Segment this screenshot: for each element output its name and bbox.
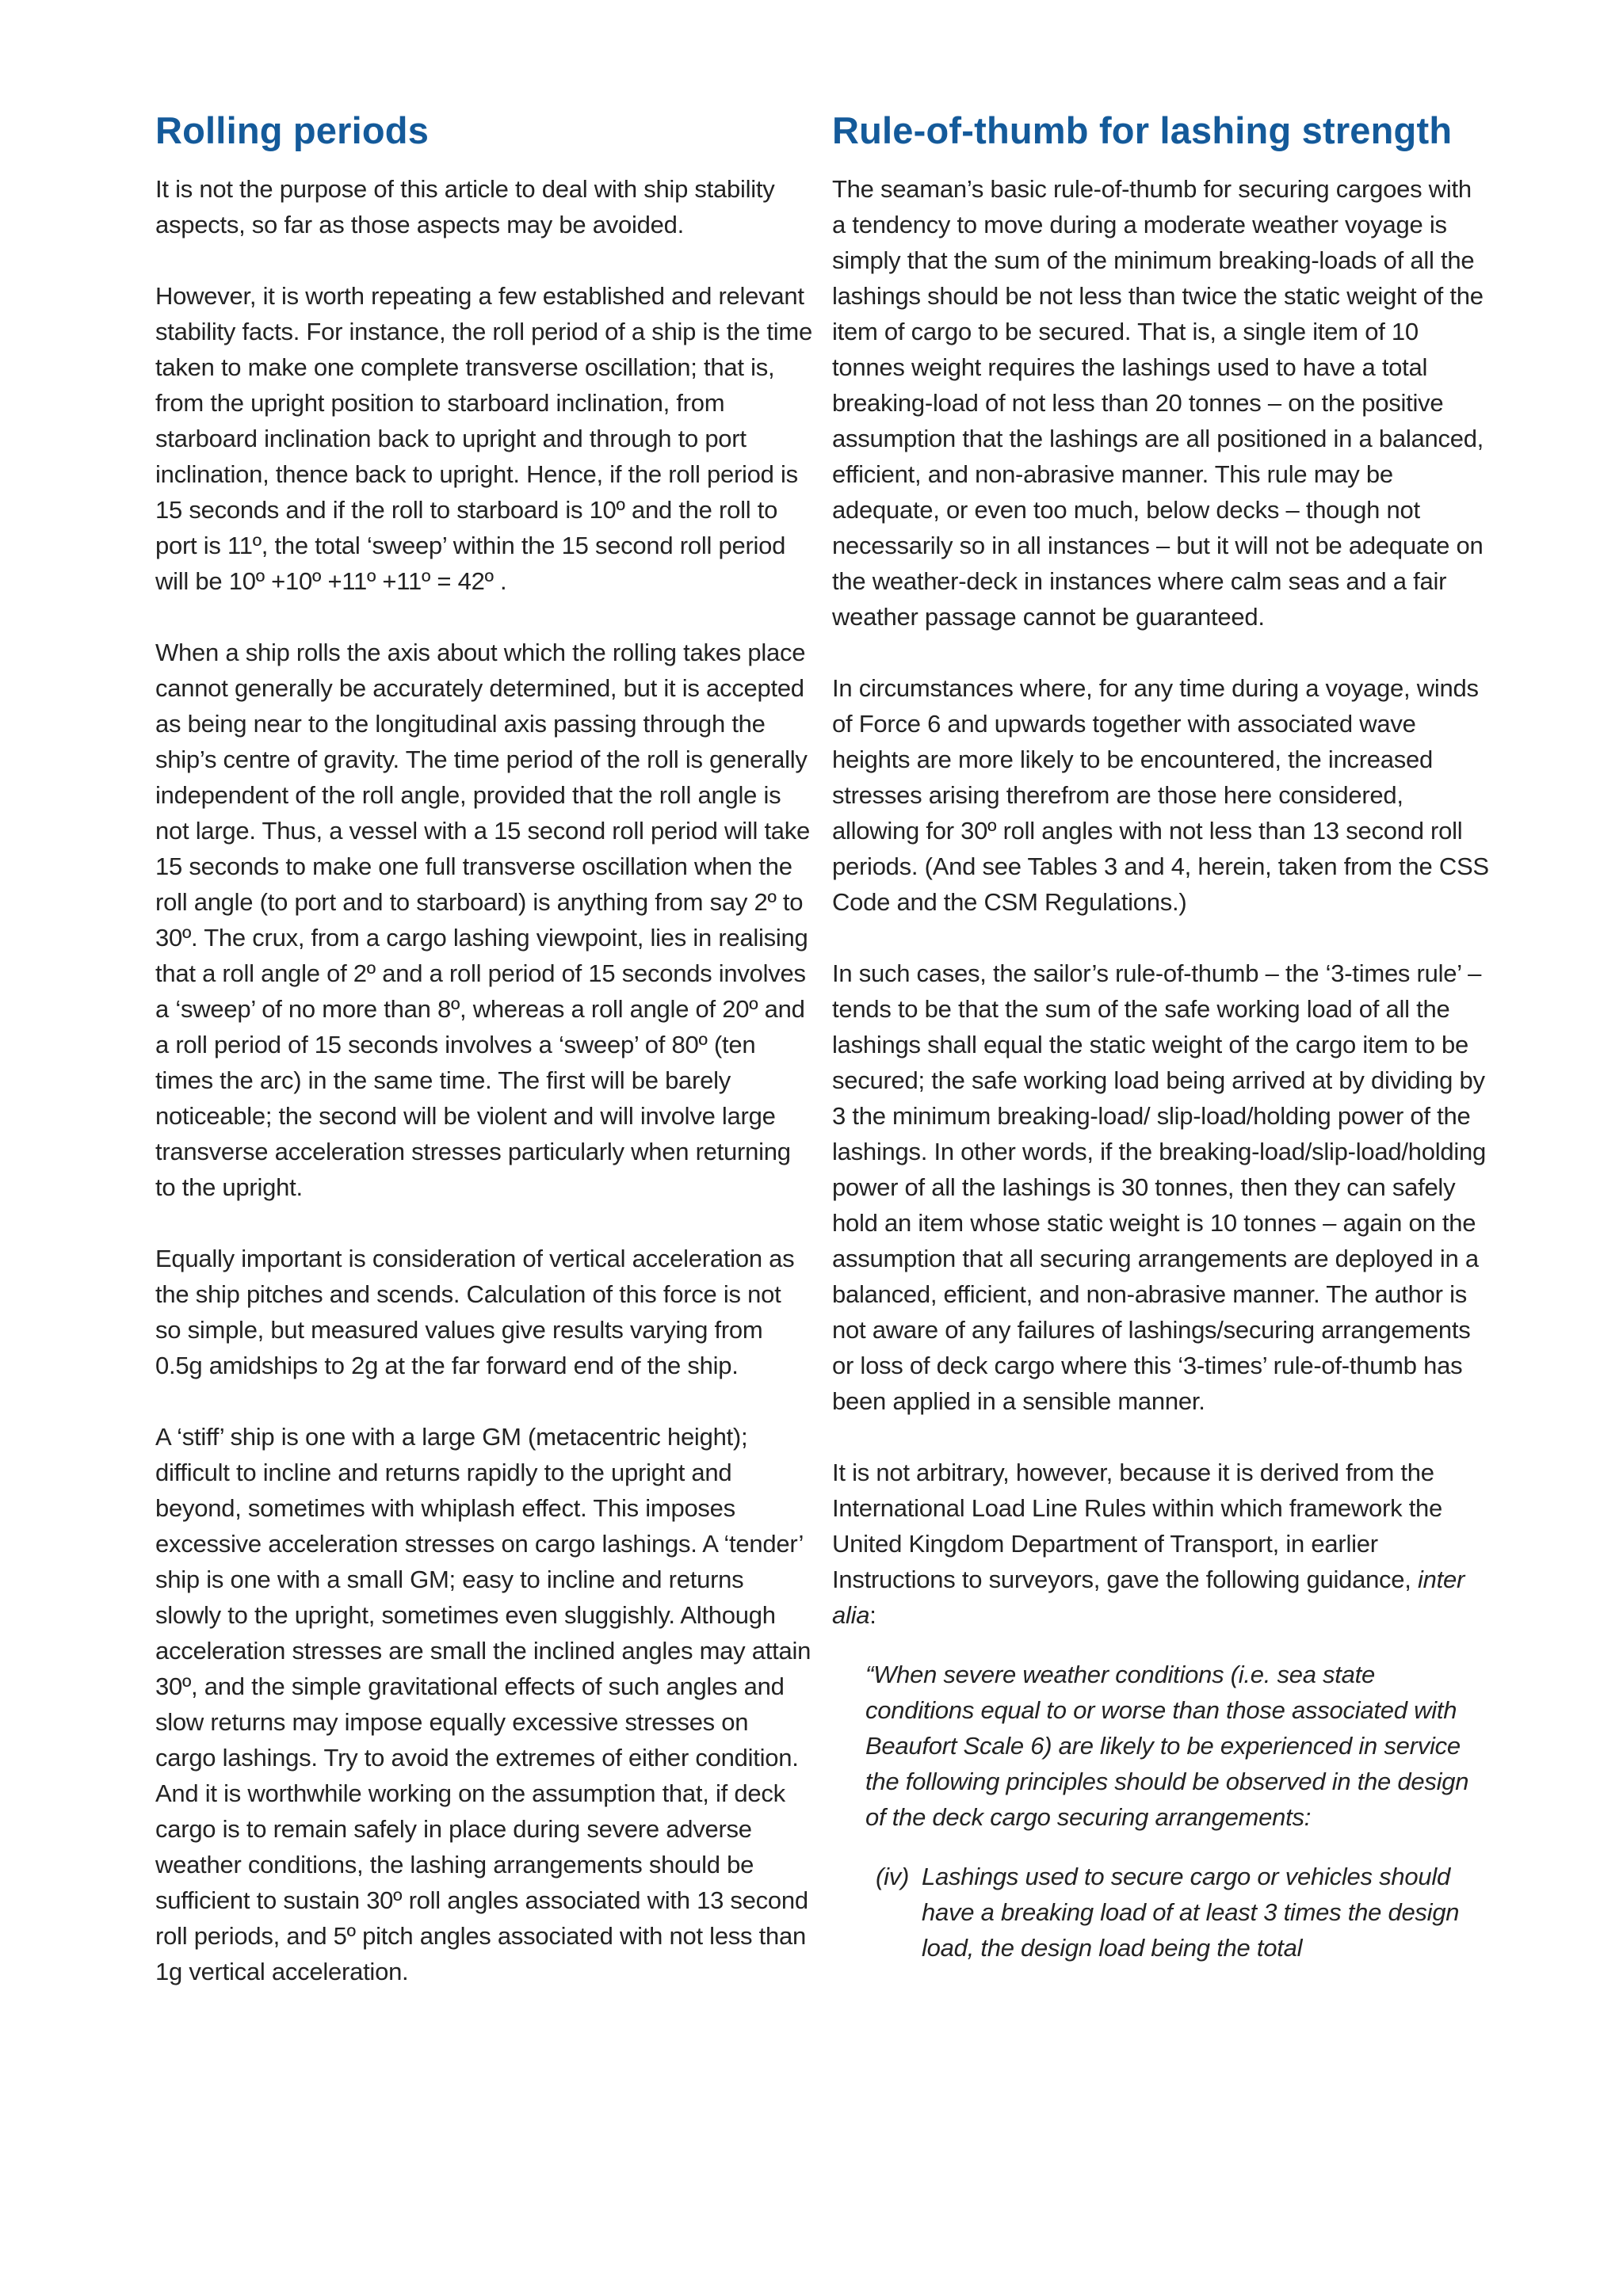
right-paragraph-3: In such cases, the sailor’s rule-of-thumb – the ‘3-times rule’ – tends to be that the sum of the safe working load of all the lashings shall equal the static weight of the cargo item to be secured; the safe working load being arrived at by dividing by 3 the minimum breaking-load/ slip-load/holding power of the lashings. In other words, if the breaking-load/slip-load/holding power of all the lashings is 30 tonnes, then they can safely hold an item whose static weight is 10 tonnes – again on the assumption that all securing arrangements are deployed in a balanced, efficient, and non-abrasive manner. The author is not aware of any failures of lashings/securing arrangements or loss of deck cargo where this ‘3-times’ rule-of-thumb has been applied in a sensible manner. <box>832 959 1486 1415</box>
left-paragraph-1: It is not the purpose of this article to deal with ship stability aspects, so far as those aspects may be avoided. <box>155 175 775 238</box>
right-column <box>832 103 1490 1966</box>
guidance-quote: “When severe weather conditions (i.e. sea state conditions equal to or worse than those associated with Beaufort Scale 6) are likely to be experienced in service the following principles should be observed in the design of the deck cargo securing arrangements: <box>865 1661 1469 1831</box>
inter-alia-text: inter alia <box>832 1566 1465 1629</box>
guidance-intro-colon: : <box>869 1601 876 1629</box>
quote-item-number: (iv) <box>876 1863 910 1890</box>
left-paragraph-4: Equally important is consideration of vertical acceleration as the ship pitches and scends. Calculation of this force is not so simple, but measured values give results varying from 0.5g amidships to 2g at the far forward end of the ship. <box>155 1245 795 1379</box>
left-paragraph-3: When a ship rolls the axis about which the rolling takes place cannot generally be accurately determined, but it is accepted as being near to the longitudinal axis passing through the ship’s centre of gravity. The time period of the roll is generally independent of the roll angle, provided that the roll angle is not large. Thus, a vessel with a 15 second roll period will take 15 seconds to make one full transverse oscillation when the roll angle (to port and to starboard) is anything from say 2º to 30º. The crux, from a cargo lashing viewpoint, lies in realising that a roll angle of 2º and a roll period of 15 seconds involves a ‘sweep’ of no more than 8º, whereas a roll angle of 20º and a roll period of 15 seconds involves a ‘sweep’ of 80º (ten times the arc) in the same time. The first will be barely noticeable; the second will be violent and will involve large transverse acceleration stresses particularly when returning to the upright. <box>155 639 811 1201</box>
guidance-intro-paragraph <box>832 1455 1490 1633</box>
right-paragraph-2: In circumstances where, for any time during a voyage, winds of Force 6 and upwards together with associated wave heights are more likely to be encountered, the increased stresses arising therefrom are those here considered, allowing for 30º roll angles with not less than 13 second roll periods. (And see Tables 3 and 4, herein, taken from the CSS Code and the CSM Regulations.) <box>832 674 1489 916</box>
guidance-quote-item-iv <box>876 1859 1490 1966</box>
left-paragraph-5: A ‘stiff’ ship is one with a large GM (metacentric height); difficult to incline and returns rapidly to the upright and beyond, sometimes with whiplash effect. This imposes excessive acceleration stresses on cargo lashings. A ‘tender’ ship is one with a small GM; easy to incline and returns slowly to the upright, sometimes even sluggishly. Although acceleration stresses are small the inclined angles may attain 30º, and the simple gravitational effects of such angles and slow returns may impose equally excessive stresses on cargo lashings. Try to avoid the extremes of either condition. And it is worthwhile working on the assumption that, if deck cargo is to remain safely in place during severe adverse weather conditions, the lashing arrangements should be sufficient to sustain 30º roll angles associated with 13 second roll periods, and 5º pitch angles associated with not less than 1g vertical acceleration. <box>155 1423 812 1985</box>
lashing-strength-heading: Rule-of-thumb for lashing strength <box>832 109 1453 151</box>
left-paragraph-2: However, it is worth repeating a few established and relevant stability facts. For instance, the roll period of a ship is the time taken to make one complete transverse oscillation; that is, from the upright position to starboard inclination, from starboard inclination back to upright and through to port inclination, thence back to upright. Hence, if the roll period is 15 seconds and if the roll to starboard is 10º and the roll to port is 11º, the total ‘sweep’ within the 15 second roll period will be 10º +10º +11º +11º = 42º . <box>155 282 812 595</box>
guidance-intro-text: It is not arbitrary, however, because it is derived from the International Load Line Rules within which framework the United Kingdom Department of Transport, in earlier Instructions to surveyors, gave the following guidance, <box>832 1459 1443 1593</box>
quote-item-text: Lashings used to secure cargo or vehicles should have a breaking load of at least 3 times the design load, the design load being the total <box>922 1863 1460 1962</box>
right-paragraph-1: The seaman’s basic rule-of-thumb for securing cargoes with a tendency to move during a moderate weather voyage is simply that the sum of the minimum breaking-loads of all the lashings should be not less than twice the static weight of the item of cargo to be secured. That is, a single item of 10 tonnes weight requires the lashings used to have a total breaking-load of not less than 20 tonnes – on the positive assumption that the lashings are all positioned in a balanced, efficient, and non-abrasive manner. This rule may be adequate, or even too much, below decks – though not necessarily so in all instances – but it will not be adequate on the weather-deck in instances where calm seas and a fair weather passage cannot be guaranteed. <box>832 175 1484 631</box>
left-column <box>155 103 813 2025</box>
rolling-periods-heading: Rolling periods <box>155 109 430 151</box>
